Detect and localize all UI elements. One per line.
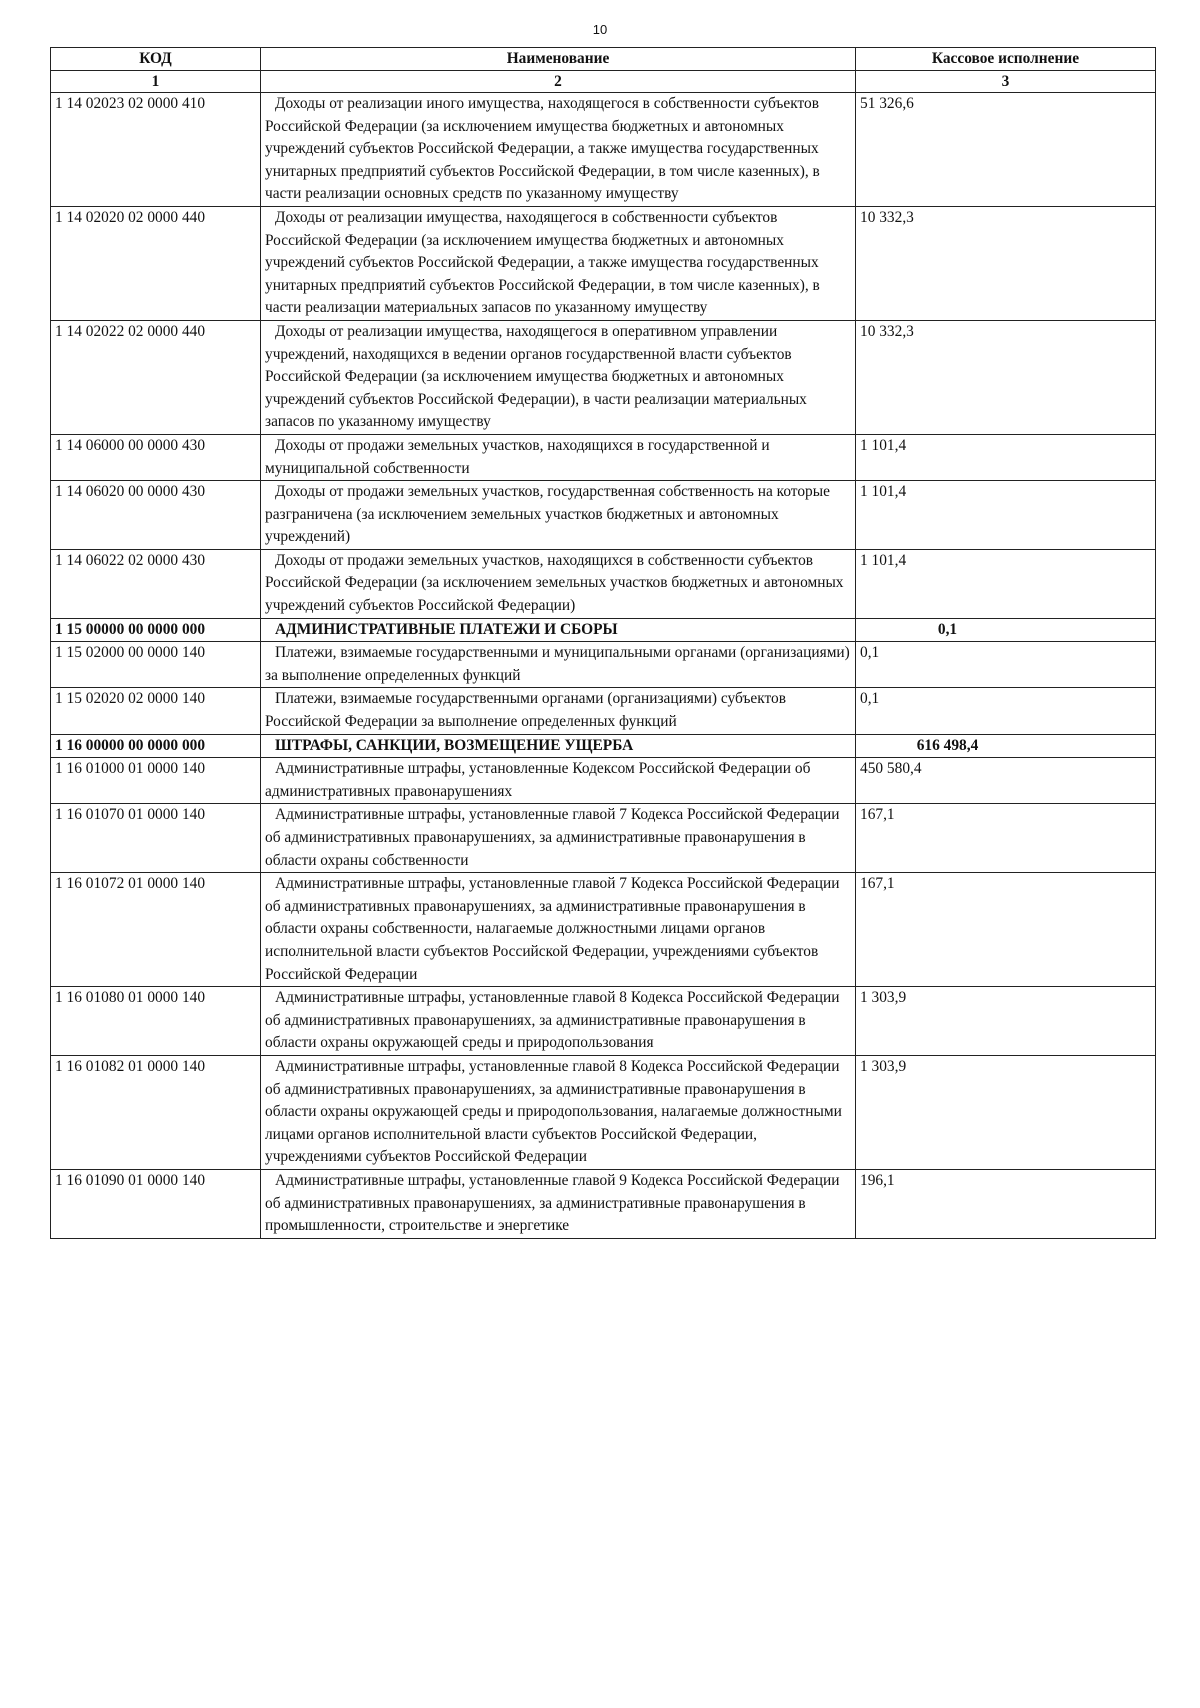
row-amount: 450 580,4 [856,758,1156,804]
row-amount: 51 326,6 [856,93,1156,207]
row-name: Доходы от реализации имущества, находящегося в оперативном управлении учреждений, находящихся в ведении органов государственной власти субъектов Российской Федерации (за исключением имущества бюджетных и автономных учреждений субъектов Российской Федерации), в части реализации материальных запасов по указанному имуществу [261,320,856,434]
row-code: 1 14 02022 02 0000 440 [51,320,261,434]
section-total-row [51,618,1156,642]
row-code: 1 14 02020 02 0000 440 [51,206,261,320]
header-code: КОД [51,48,261,71]
table-row [51,93,1156,207]
row-name: Доходы от продажи земельных участков, находящихся в государственной и муниципальной собственности [261,434,856,480]
table-row [51,481,1156,550]
page-number: 10 [592,22,608,37]
row-name: Административные штрафы, установленные главой 7 Кодекса Российской Федерации об административных правонарушениях, за административные правонарушения в области охраны собственности, налагаемые должностными лицами органов исполнительной власти субъектов Российской Федерации, учреждениями субъектов Российской Федерации [261,873,856,987]
row-code: 1 15 02020 02 0000 140 [51,688,261,734]
row-code: 1 15 02000 00 0000 140 [51,642,261,688]
row-amount: 1 303,9 [856,1055,1156,1169]
row-name: Доходы от реализации иного имущества, находящегося в собственности субъектов Российской Федерации (за исключением имущества бюджетных и автономных учреждений субъектов Российской Федерации, а также имущества государственных унитарных предприятий субъектов Российской Федерации, в том числе казенных), в части реализации основных средств по указанному имуществу [261,93,856,207]
table-row [51,873,1156,987]
row-name: Административные штрафы, установленные главой 9 Кодекса Российской Федерации об административных правонарушениях, за административные правонарушения в промышленности, строительстве и энергетике [261,1169,856,1238]
row-name: Доходы от реализации имущества, находящегося в собственности субъектов Российской Федерации (за исключением имущества бюджетных и автономных учреждений субъектов Российской Федерации, а также имущества государственных унитарных предприятий субъектов Российской Федерации, в том числе казенных), в части реализации материальных запасов по указанному имуществу [261,206,856,320]
header-name: Наименование [261,48,856,71]
row-code: 1 14 06020 00 0000 430 [51,481,261,550]
column-number: 2 [261,71,856,93]
table-row [51,320,1156,434]
row-name: АДМИНИСТРАТИВНЫЕ ПЛАТЕЖИ И СБОРЫ [261,618,856,642]
row-amount: 10 332,3 [856,206,1156,320]
table-row [51,688,1156,734]
table-row [51,434,1156,480]
row-code: 1 16 01072 01 0000 140 [51,873,261,987]
header-row [51,48,1156,71]
row-name: Доходы от продажи земельных участков, находящихся в собственности субъектов Российской Федерации (за исключением земельных участков бюджетных и автономных учреждений субъектов Российской Федерации) [261,549,856,618]
table-row [51,758,1156,804]
table-row [51,987,1156,1056]
row-amount: 1 101,4 [856,481,1156,550]
row-amount: 196,1 [856,1169,1156,1238]
row-amount: 0,1 [856,618,1156,642]
row-code: 1 16 00000 00 0000 000 [51,734,261,758]
row-name: Административные штрафы, установленные главой 7 Кодекса Российской Федерации об административных правонарушениях, за административные правонарушения в области охраны собственности [261,804,856,873]
row-code: 1 16 01090 01 0000 140 [51,1169,261,1238]
row-code: 1 14 02023 02 0000 410 [51,93,261,207]
row-name: Доходы от продажи земельных участков, государственная собственность на которые разграничена (за исключением земельных участков бюджетных и автономных учреждений) [261,481,856,550]
row-amount: 167,1 [856,804,1156,873]
row-amount: 1 101,4 [856,549,1156,618]
table-row [51,804,1156,873]
budget-execution-table [50,47,1156,1239]
table-row [51,642,1156,688]
row-code: 1 16 01070 01 0000 140 [51,804,261,873]
row-code: 1 14 06000 00 0000 430 [51,434,261,480]
section-total-row [51,734,1156,758]
column-number: 1 [51,71,261,93]
column-number-row [51,71,1156,93]
table-row [51,206,1156,320]
header-amount: Кассовое исполнение [856,48,1156,71]
row-amount: 167,1 [856,873,1156,987]
row-code: 1 15 00000 00 0000 000 [51,618,261,642]
row-code: 1 16 01000 01 0000 140 [51,758,261,804]
row-name: ШТРАФЫ, САНКЦИИ, ВОЗМЕЩЕНИЕ УЩЕРБА [261,734,856,758]
table-row [51,549,1156,618]
row-amount: 1 101,4 [856,434,1156,480]
row-code: 1 16 01082 01 0000 140 [51,1055,261,1169]
row-code: 1 14 06022 02 0000 430 [51,549,261,618]
row-amount: 10 332,3 [856,320,1156,434]
row-name: Платежи, взимаемые государственными органами (организациями) субъектов Российской Федерации за выполнение определенных функций [261,688,856,734]
row-amount: 0,1 [856,642,1156,688]
row-amount: 1 303,9 [856,987,1156,1056]
table-row [51,1169,1156,1238]
row-name: Административные штрафы, установленные Кодексом Российской Федерации об административных правонарушениях [261,758,856,804]
row-amount: 0,1 [856,688,1156,734]
row-code: 1 16 01080 01 0000 140 [51,987,261,1056]
row-name: Административные штрафы, установленные главой 8 Кодекса Российской Федерации об административных правонарушениях, за административные правонарушения в области охраны окружающей среды и природопользования, налагаемые должностными лицами органов исполнительной власти субъектов Российской Федерации, учреждениями субъектов Российской Федерации [261,1055,856,1169]
table-row [51,1055,1156,1169]
column-number: 3 [856,71,1156,93]
row-amount: 616 498,4 [856,734,1156,758]
row-name: Административные штрафы, установленные главой 8 Кодекса Российской Федерации об административных правонарушениях, за административные правонарушения в области охраны окружающей среды и природопользования [261,987,856,1056]
row-name: Платежи, взимаемые государственными и муниципальными органами (организациями) за выполнение определенных функций [261,642,856,688]
